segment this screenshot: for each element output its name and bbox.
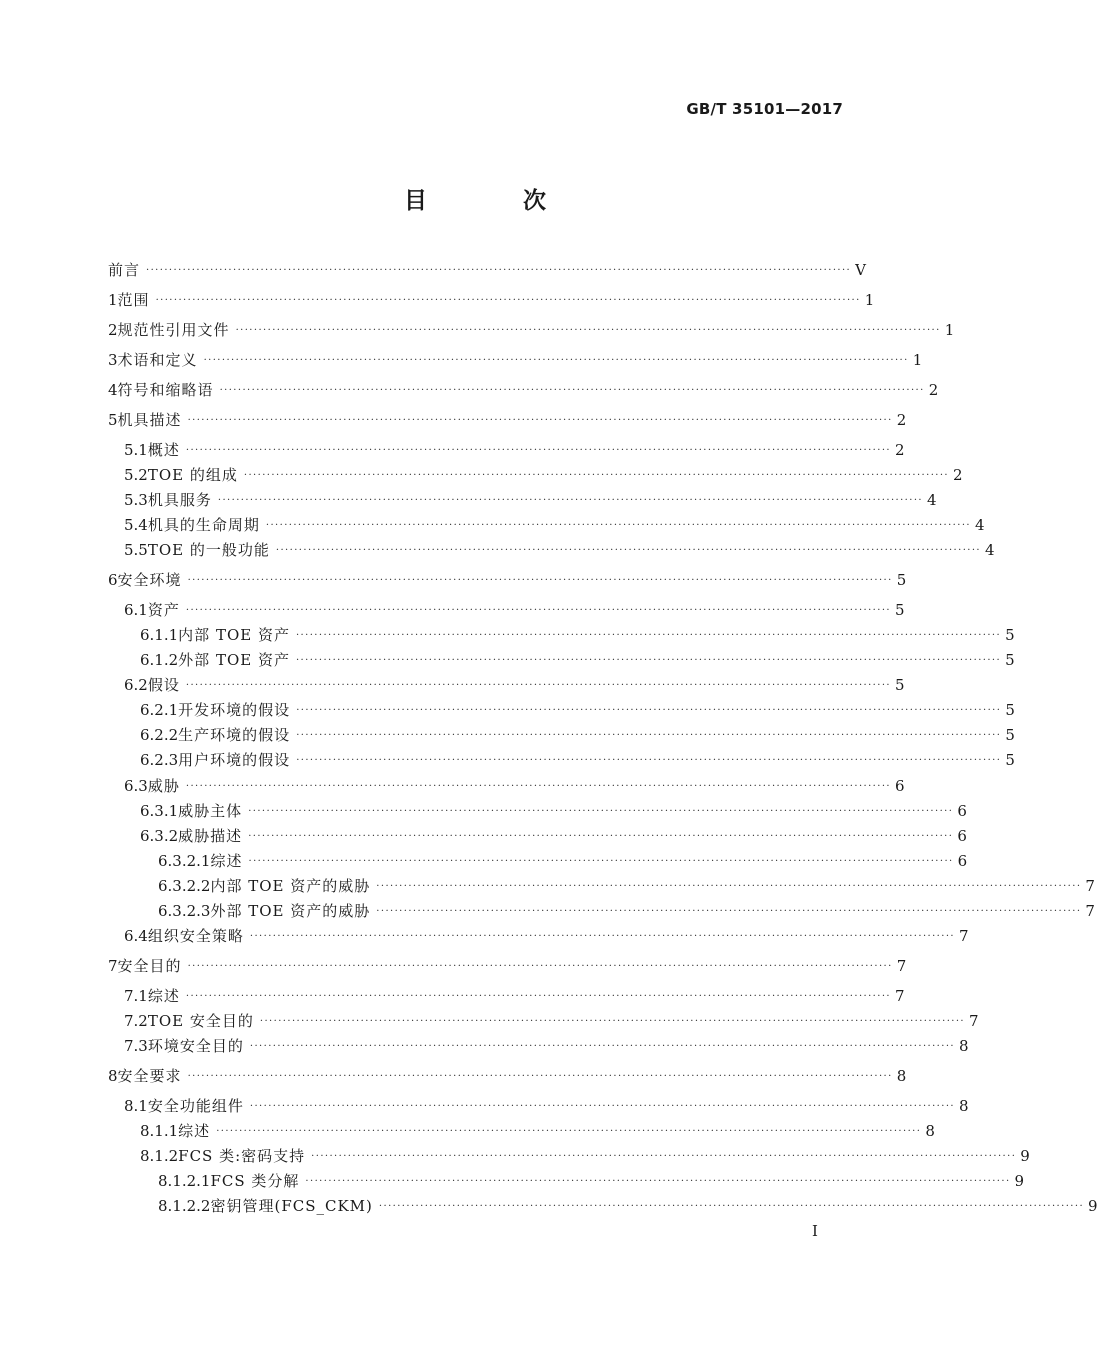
toc-entry[interactable] [140,698,1015,723]
toc-entry[interactable] [124,463,963,488]
toc-number: 1 [108,291,118,309]
toc-entry[interactable] [140,824,967,849]
toc-title: 密钥管理(FCS_CKM) [210,1197,373,1215]
toc-number: 6.3.2 [140,827,179,845]
toc-leader: ·························································································································································· [187,415,893,426]
toc-page: 2 [953,466,963,484]
toc-page: 6 [895,777,905,795]
toc-number: 6 [108,571,118,589]
toc-number: 4 [108,381,118,399]
toc-leader: ·························································································································································· [376,906,1082,917]
toc-number: 6.3.2.1 [158,852,211,870]
toc-number: 6.3 [124,777,148,795]
toc-page: 7 [895,987,905,1005]
toc-title: 机具服务 [147,491,212,509]
toc-number: 8.1 [124,1097,148,1115]
toc-leader: ·························································································································································· [248,806,954,817]
toc-page: 2 [896,411,907,429]
toc-entry[interactable] [124,924,969,949]
toc-title: 规范性引用文件 [117,321,230,339]
toc-leader: ·························································································································································· [203,355,909,366]
toc-title: 威胁 [147,777,180,795]
toc-entry[interactable] [124,1034,969,1059]
toc-leader: ·························································································································································· [216,1126,922,1137]
toc-title: 环境安全目的 [147,1037,244,1055]
toc-title: 安全功能组件 [147,1097,244,1115]
toc-page: 5 [1005,701,1015,719]
toc-title: 安全目的 [117,957,182,975]
toc-title: 综述 [178,1122,211,1140]
toc-number: 6.1 [124,601,148,619]
toc-page: 8 [959,1097,969,1115]
toc-title: 安全环境 [117,571,182,589]
toc-leader: ·························································································································································· [187,1071,893,1082]
toc-entry[interactable] [124,438,905,463]
toc-page: 4 [975,516,985,534]
toc-entry[interactable] [124,1009,979,1034]
toc-number: 3 [108,351,118,369]
toc-title: 威胁描述 [178,827,243,845]
toc-entry[interactable] [124,598,905,623]
toc-title: 概述 [147,441,180,459]
toc-title: 安全要求 [117,1067,182,1085]
toc-title: 机具描述 [117,411,182,429]
toc-leader: ·························································································································································· [146,265,852,276]
toc-entry[interactable] [108,408,907,433]
toc-number: 8.1.2 [140,1147,179,1165]
toc-title: 前言 [108,261,141,279]
toc-leader: ·························································································································································· [185,605,891,616]
toc-page: 2 [895,441,905,459]
toc-title: 内部 TOE 资产的威胁 [210,877,371,895]
toc-entry[interactable] [108,1064,907,1089]
toc-page: 5 [895,601,905,619]
toc-entry[interactable] [158,899,1095,924]
toc-leader: ·························································································································································· [311,1151,1017,1162]
toc-leader: ·························································································································································· [378,1201,1085,1212]
toc-page: 7 [1085,902,1095,920]
toc-page: 9 [1020,1147,1030,1165]
toc-leader: ·························································································································································· [185,680,891,691]
toc-page: 5 [1005,651,1015,669]
toc-entry[interactable] [124,488,937,513]
toc-page: 6 [957,827,967,845]
toc-entry[interactable] [124,673,905,698]
toc-title: 开发环境的假设 [178,701,291,719]
toc-number: 8 [108,1067,118,1085]
toc-entry[interactable] [108,288,875,313]
toc-entry[interactable] [140,799,967,824]
toc-page: V [855,261,866,279]
toc-entry[interactable] [108,318,955,343]
toc-entry[interactable] [124,1094,969,1119]
toc-page: 4 [985,541,995,559]
toc-title: 用户环境的假设 [178,751,291,769]
toc-number: 5.5 [124,541,148,559]
toc-leader: ·························································································································································· [243,470,950,481]
toc-number: 6.3.1 [140,802,179,820]
toc-number: 7 [108,957,118,975]
toc-page: 9 [1088,1197,1098,1215]
toc-leader: ·························································································································································· [187,961,893,972]
toc-leader: ·························································································································································· [265,520,971,531]
toc-entry[interactable] [108,258,866,283]
toc-leader: ·························································································································································· [187,575,893,586]
toc-number: 5 [108,411,118,429]
toc-number: 7.3 [124,1037,148,1055]
toc-leader: ·························································································································································· [295,630,1002,641]
toc-page: 7 [896,957,907,975]
toc-entry[interactable] [140,723,1015,748]
toc-title: 外部 TOE 资产 [178,651,290,669]
toc-title: 术语和定义 [117,351,198,369]
page-title: 目 次 [403,188,590,214]
toc-title: 组织安全策略 [147,927,244,945]
toc-leader: ·························································································································································· [155,295,861,306]
toc-page: 1 [912,351,923,369]
toc-entry[interactable] [124,538,995,563]
toc-title: 综述 [210,852,243,870]
toc-number: 8.1.2.2 [158,1197,211,1215]
toc-page: 5 [1005,726,1015,744]
toc-page: 8 [896,1067,907,1085]
toc-entry[interactable] [124,984,905,1009]
toc-entry[interactable] [140,748,1015,773]
toc-leader: ·························································································································································· [376,881,1082,892]
toc-title: 内部 TOE 资产 [178,626,290,644]
toc-entry[interactable] [158,1194,1098,1219]
toc-leader: ·························································································································································· [248,856,954,867]
toc-page: 7 [1085,877,1095,895]
toc-page: 9 [1014,1172,1025,1190]
toc-leader: ·························································································································································· [219,385,925,396]
toc-entry[interactable] [108,348,923,373]
toc-number: 6.2 [124,676,148,694]
toc-leader: ·························································································································································· [249,1041,955,1052]
toc-number: 5.2 [124,466,148,484]
toc-leader: ·························································································································································· [249,931,955,942]
toc-page: 1 [944,321,955,339]
toc-title: FCS 类:密码支持 [178,1147,306,1165]
toc-number: 7.1 [124,987,148,1005]
toc-leader: ·························································································································································· [235,325,941,336]
toc-entry[interactable] [108,568,907,593]
toc-page: 2 [928,381,939,399]
toc-page: 6 [957,852,968,870]
toc-entry[interactable] [124,513,985,538]
toc-title: 假设 [147,676,180,694]
toc-leader: ·························································································································································· [275,545,982,556]
toc-number: 7.2 [124,1012,148,1030]
toc-entry[interactable] [140,648,1015,673]
toc-leader: ·························································································································································· [185,445,891,456]
toc-entry[interactable] [158,1169,1025,1194]
toc-leader: ·························································································································································· [305,1176,1011,1187]
toc-page: 1 [864,291,875,309]
toc-number: 6.1.2 [140,651,179,669]
toc-title: TOE 安全目的 [147,1012,254,1030]
toc-title: TOE 的组成 [147,466,238,484]
toc-page: 4 [927,491,937,509]
page-number: I [812,1222,818,1240]
toc-leader: ·························································································································································· [185,781,891,792]
toc-page: 7 [959,927,969,945]
toc-entry[interactable] [158,849,968,874]
toc-leader: ·························································································································································· [296,755,1002,766]
toc-leader: ·························································································································································· [185,991,891,1002]
toc-number: 6.1.1 [140,626,179,644]
toc-title: 资产 [147,601,180,619]
toc-number: 6.2.2 [140,726,179,744]
toc-entry[interactable] [124,774,905,799]
toc-page: 7 [969,1012,979,1030]
toc-title: 外部 TOE 资产的威胁 [210,902,371,920]
toc-title: TOE 的一般功能 [147,541,270,559]
toc-leader: ·························································································································································· [217,495,923,506]
toc-number: 2 [108,321,118,339]
toc-leader: ·························································································································································· [248,831,954,842]
toc-leader: ·························································································································································· [296,730,1002,741]
toc-page: 8 [925,1122,935,1140]
toc-page: 8 [959,1037,969,1055]
toc-number: 8.1.2.1 [158,1172,211,1190]
toc-number: 6.2.3 [140,751,179,769]
toc-page: 6 [957,802,967,820]
toc-number: 5.3 [124,491,148,509]
toc-title: 生产环境的假设 [178,726,291,744]
toc-entry[interactable] [108,378,939,403]
toc-leader: ·························································································································································· [259,1016,966,1027]
toc-entry[interactable] [108,954,907,979]
toc-entry[interactable] [158,874,1095,899]
toc-title: 符号和缩略语 [117,381,214,399]
toc-number: 5.1 [124,441,148,459]
toc-number: 8.1.1 [140,1122,179,1140]
toc-title: 范围 [117,291,150,309]
toc-leader: ·························································································································································· [249,1101,955,1112]
toc-entry[interactable] [140,1119,935,1144]
toc-leader: ·························································································································································· [296,705,1002,716]
toc-title: FCS 类分解 [210,1172,300,1190]
toc-entry[interactable] [140,623,1015,648]
toc-page: 5 [1005,626,1015,644]
standard-code: GB/T 35101—2017 [686,100,843,118]
toc-title: 威胁主体 [178,802,243,820]
toc-number: 6.3.2.2 [158,877,211,895]
toc-number: 6.4 [124,927,148,945]
toc-page: 5 [895,676,905,694]
toc-number: 5.4 [124,516,148,534]
toc-page: 5 [1005,751,1015,769]
toc-number: 6.2.1 [140,701,179,719]
toc-page: 5 [896,571,907,589]
toc-leader: ·························································································································································· [295,655,1002,666]
toc-title: 综述 [147,987,180,1005]
toc-number: 6.3.2.3 [158,902,211,920]
toc-title: 机具的生命周期 [147,516,260,534]
toc-entry[interactable] [140,1144,1030,1169]
